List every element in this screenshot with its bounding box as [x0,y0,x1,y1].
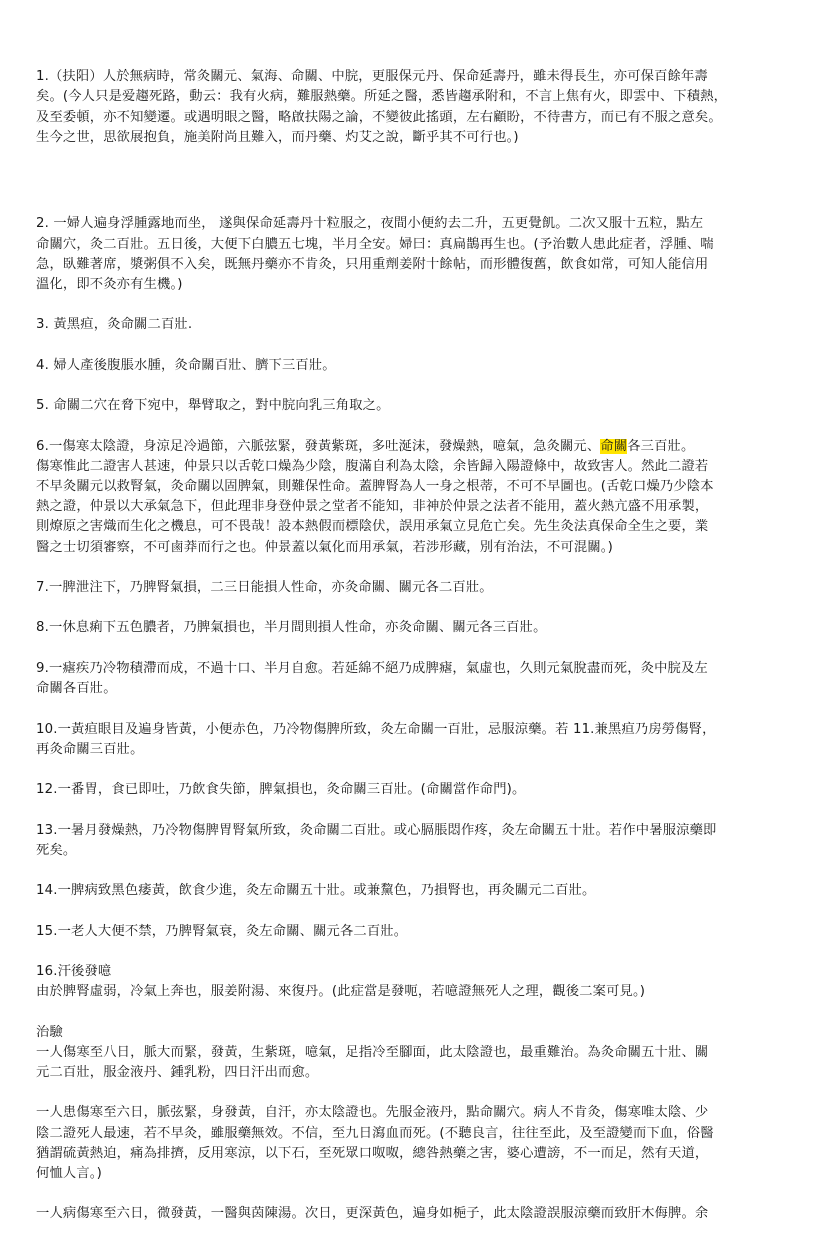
paragraph-12: 12.一番胃，食已即吐，乃飲食失節，脾氣損也，灸命關三百壯。(命關當作命門)。 [36,782,526,798]
paragraph-6-start: 6.一傷寒太陰證，身涼足冷過節，六脈弦緊，發黃紫斑，多吐涎沫，發燥熱，噫氣，急灸關元、 [36,438,601,454]
paragraph-13: 13.一暑月發燥熱，乃冷物傷脾胃腎氣所致，灸命關二百壯。或心膈脹悶作疼，灸左命關五十壯。若作中暑服涼藥即 死矣。 [36,822,717,858]
paragraph-1: 1.（扶阳）人於無病時，常灸關元、氣海、命關、中脘，更服保元丹、保命延壽丹，雖未得長生，亦可保百餘年壽 矣。(今人只是爱趨死路，動云：我有火病，難服熱藥。所延之醫，悉皆趨承附和，不言上焦有火，即雲中、下積熱， 及至委頓，亦不知變遷。或遇明眼之醫，略啟扶陽之論，不變彼此搖頭，左右顧盼，不待書方，而已有不服之意矣。 生今之世，思欲展抱負，施美附尚且難入，而丹藥、灼艾之說，斷乎其不可行也。) [36,69,728,145]
paragraph-15: 15.一老人大便不禁，乃脾腎氣衰，灸左命關、關元各二百壯。 [36,923,408,939]
paragraph-6 [36,437,778,558]
paragraph-9: 9.一瘧疾乃冷物積滯而成，不過十口、半月自愈。若延綿不絕乃成脾瘧，氣虛也，久則元氣脫盡而死，灸中脘及左 命關各百壯。 [36,660,708,697]
paragraph-case-1: 治驗 一人傷寒至八日，脈大而緊，發黃，生紫斑，噫氣，足指冷至腳面，此太陰證也，最重難治。為灸命關五十壯、關 元二百壯，服金液丹、鍾乳粉，四日汗出而愈。 [36,1024,709,1080]
paragraph-case-3: 一人病傷寒至六日，微發黃，一醫與茵陳湯。次日，更深黃色，遍身如梔子，此太陰證誤服涼藥而致肝木侮脾。余 [36,1206,709,1222]
paragraph-7: 7.一脾泄注下，乃脾腎氣損，二三日能損人性命，亦灸命關、關元各二百壯。 [36,580,493,596]
paragraph-8: 8.一休息痢下五色膿者，乃脾氣損也，半月間則損人性命，亦灸命關、關元各三百壯。 [36,620,547,636]
paragraph-10: 10.一黃疸眼目及遍身皆黃，小便赤色，乃冷物傷脾所致，灸左命關一百壯，忌服涼藥。若 11.兼黑疸乃房勞傷腎， 再灸命關三百壯。 [36,721,716,757]
paragraph-14: 14.一脾病致黑色痿黃，飲食少進，灸左命關五十壯。或兼黧色，乃損腎也，再灸關元二百壯。 [36,883,596,899]
paragraph-2: 2. 一婦人遍身浮腫露地而坐， 遂與保命延壽丹十粒服之，夜間小便約去二升，五更覺飢。二次又服十五粒，點左 命關穴，灸二百壯。五日後，大便下白膿五七塊，半月全安。婦曰：真扁鵲再生也。(予治數人患此症者，浮腫、喘 急，臥難著席，漿粥俱不入矣，既無丹藥亦不肯灸，只用重劑姜附十餘帖，而形體復舊，飲食如常，可知人能信用 溫化，即不灸亦有生機。) [36,216,714,293]
paragraph-case-2: 一人患傷寒至六日，脈弦緊，身發黃，自汗，亦太陰證也。先服金液丹，點命關穴。病人不肯灸，傷寒唯太陰、少 陰二證死人最速，若不早灸，雖服藥無效。不信，至九日瀉血而死。(不聽良言，往往至此，及至證變而下血，俗醫 猶謂硫黃熱迫，痛為排擠，反用寒涼，以下石，至死眾口呶呶，總咎熱藥之害，婆心遭謗，不一而足，然有天道， 何恤人言。) [36,1105,714,1181]
paragraph-6-rest: 各三百壯。 傷寒惟此二證害人甚速，仲景只以舌乾口燥為少陰，腹滿自利為太陰，余皆歸入陽證條中，故致害人。然此二證若 不早灸關元以救腎氣，灸命關以固脾氣，則難保性命。蓋脾腎為人一身之根蒂，不可不早圖也。(舌乾口燥乃少陰本 熱之證，仲景以大承氣急下，但此理非身登仲景之堂者不能知，非神於仲景之法者不能用，蓋火熱亢盛不用承製， 則燎原之害熾而生化之機息，可不畏哉！設本熱假而標陰伏，誤用承氣立見危亡矣。先生灸法真保命全生之要，業 醫之士切須審察，不可鹵莽而行之也。仲景蓋以氣化而用承氣，若涉形藏，別有治法，不可混關。) [36,438,714,555]
paragraph-5: 5. 命關二穴在脅下宛中，舉臂取之，對中脘向乳三角取之。 [36,398,390,414]
paragraph-4: 4. 婦人產後腹脹水腫，灸命關百壯、臍下三百壯。 [36,357,336,373]
document-body [36,47,778,1245]
search-highlight: 命關 [600,438,628,454]
paragraph-3: 3. 黃黑疸，灸命關二百壯. [36,317,193,333]
paragraph-gap [36,168,778,194]
paragraph-16: 16.汗後發噫 由於脾腎虛弱，冷氣上奔也，服姜附湯、來復丹。(此症當是發呃，若噫證無死人之理，觀後二案可見。) [36,963,646,1000]
